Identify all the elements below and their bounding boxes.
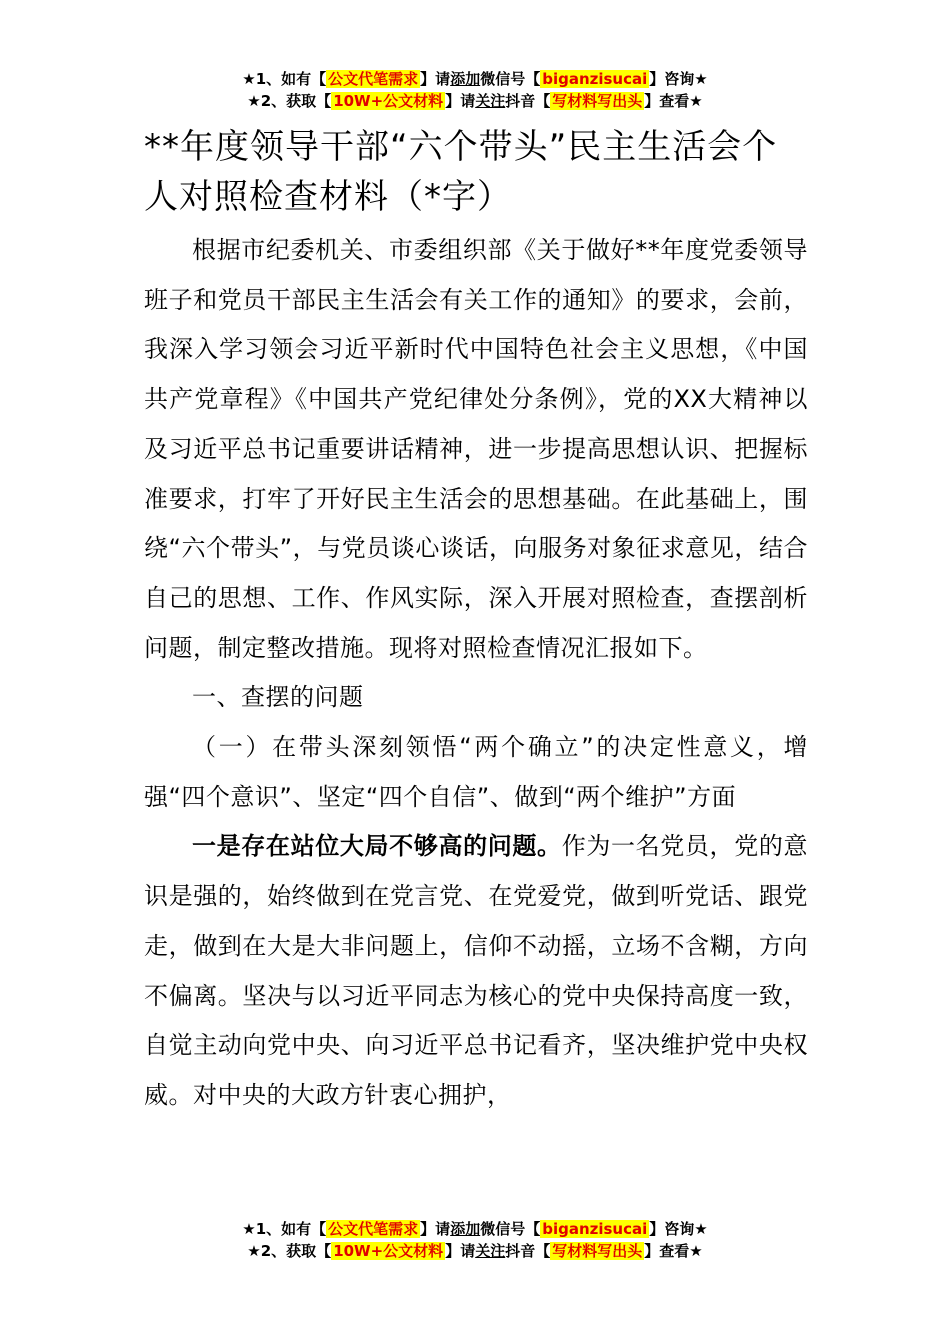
banner-underline: 关注 xyxy=(475,92,506,110)
point-lead: 一是存在站位大局不够高的问题。 xyxy=(192,832,562,861)
document-body xyxy=(144,122,808,1121)
banner-text: 微信号【 xyxy=(480,70,541,88)
point-paragraph xyxy=(144,822,808,1120)
banner-text: 抖音【 xyxy=(505,1242,551,1260)
banner-text: ★1、如有【 xyxy=(242,70,327,88)
banner-highlight: 10W+公文材料 xyxy=(333,1242,444,1260)
banner-text: ★2、获取【 xyxy=(247,1242,332,1260)
document-title: **年度领导干部“六个带头”民主生活会个人对照检查材料（*字） xyxy=(144,127,778,217)
banner-highlight: biganzisucai xyxy=(542,1220,648,1238)
banner-text: 】咨询★ xyxy=(649,1220,708,1238)
banner-line-1 xyxy=(0,1218,950,1240)
banner-text: 】请 xyxy=(420,70,451,88)
banner-highlight: 公文代笔需求 xyxy=(328,1220,419,1238)
point-text: 作为一名党员，党的意识是强的，始终做到在党言党、在党爱党，做到听党话、跟党走，做到在大是大非问题上，信仰不动摇，立场不含糊，方向不偏离。坚决与以习近平同志为核心的党中央保持高度一致，自觉主动向党中央、向习近平总书记看齐，坚决维护党中央权威。对中央的大政方针衷心拥护， xyxy=(144,832,808,1109)
banner-underline: 添加 xyxy=(450,1220,481,1238)
banner-text: 】请 xyxy=(445,92,476,110)
banner-line-2 xyxy=(0,1240,950,1262)
banner-line-1 xyxy=(0,68,950,90)
banner-text: ★2、获取【 xyxy=(247,92,332,110)
top-banner xyxy=(0,68,950,112)
banner-highlight: 写材料写出头 xyxy=(552,1242,643,1260)
banner-highlight: 写材料写出头 xyxy=(552,92,643,110)
banner-highlight: 公文代笔需求 xyxy=(328,70,419,88)
banner-highlight: biganzisucai xyxy=(542,70,648,88)
banner-underline: 添加 xyxy=(450,70,481,88)
banner-text: 】咨询★ xyxy=(649,70,708,88)
bottom-banner xyxy=(0,1218,950,1262)
subsection-heading: （一）在带头深刻领悟“两个确立”的决定性意义，增强“四个意识”、坚定“四个自信”、做到“两个维护”方面 xyxy=(144,733,808,811)
banner-underline: 关注 xyxy=(475,1242,506,1260)
banner-text: 】查看★ xyxy=(644,92,703,110)
banner-text: 抖音【 xyxy=(505,92,551,110)
banner-text: 】查看★ xyxy=(644,1242,703,1260)
intro-paragraph: 根据市纪委机关、市委组织部《关于做好**年度党委领导班子和党员干部民主生活会有关工作的通知》的要求，会前，我深入学习领会习近平新时代中国特色社会主义思想，《中国共产党章程》《中国共产党纪律处分条例》，党的XX大精神以及习近平总书记重要讲话精神，进一步提高思想认识、把握标准要求，打牢了开好民主生活会的思想基础。在此基础上，围绕“六个带头”，与党员谈心谈话，向服务对象征求意见，结合自己的思想、工作、作风实际，深入开展对照检查，查摆剖析问题，制定整改措施。现将对照检查情况汇报如下。 xyxy=(144,236,808,662)
banner-line-2 xyxy=(0,90,950,112)
banner-highlight: 10W+公文材料 xyxy=(333,92,444,110)
banner-text: ★1、如有【 xyxy=(242,1220,327,1238)
section-heading: 一、查摆的问题 xyxy=(192,683,364,712)
banner-text: 微信号【 xyxy=(480,1220,541,1238)
banner-text: 】请 xyxy=(445,1242,476,1260)
banner-text: 】请 xyxy=(420,1220,451,1238)
